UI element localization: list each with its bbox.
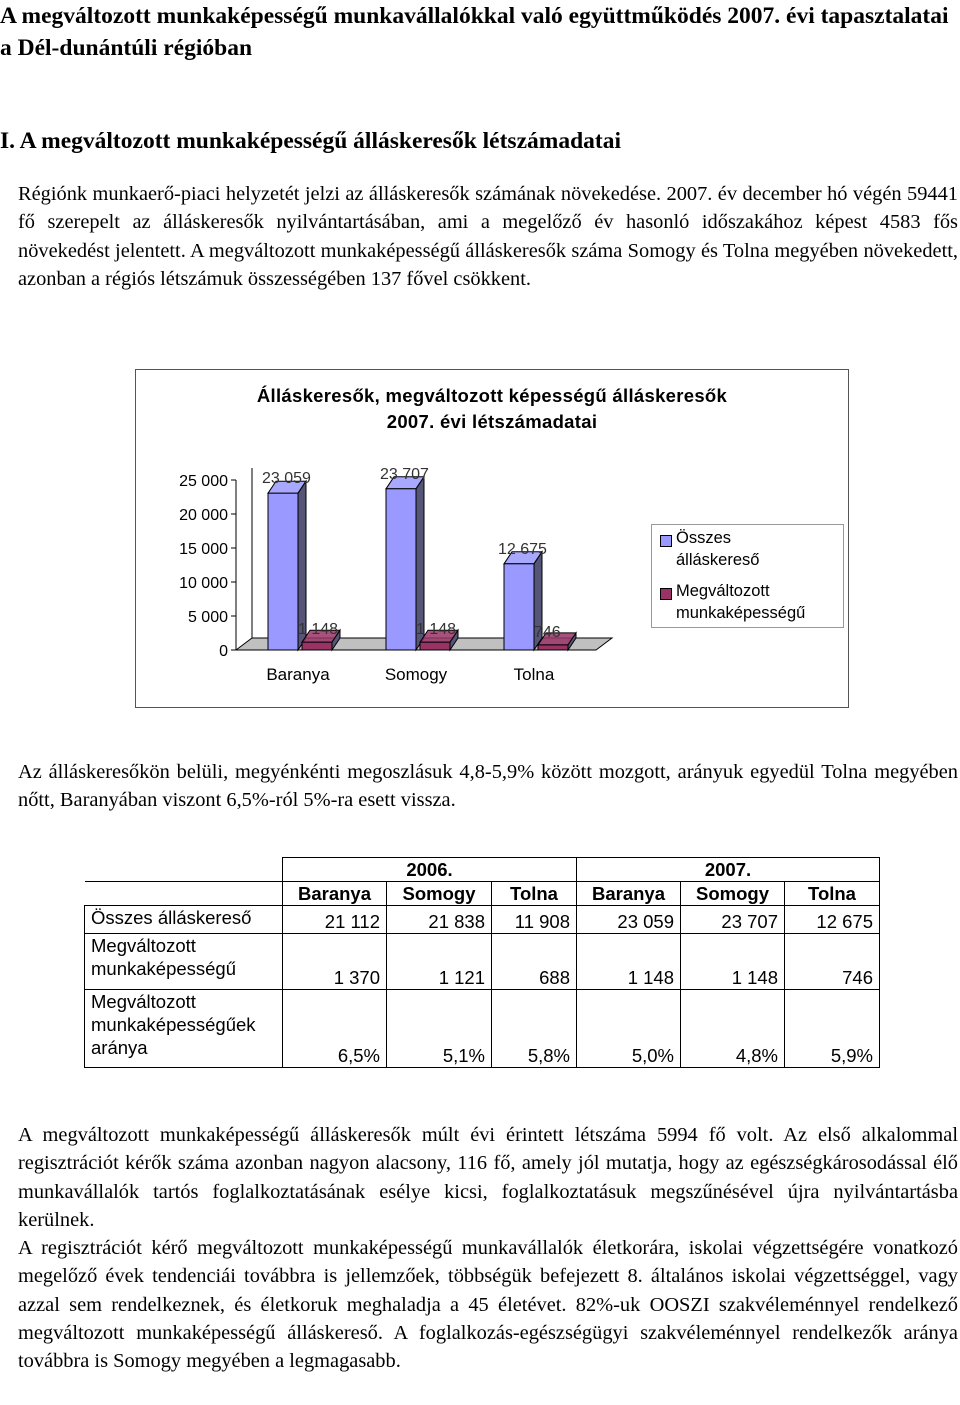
paragraph-distribution xyxy=(18,758,958,815)
bar-changed xyxy=(420,642,450,650)
chart-legend xyxy=(651,524,844,628)
chart-panel xyxy=(135,369,849,708)
y-tick-label: 20 000 xyxy=(179,507,228,524)
legend-label-changed: Megváltozott munkaképességű xyxy=(676,582,806,622)
table-col-header: Tolna xyxy=(785,882,880,906)
table-col-header: Somogy xyxy=(387,882,492,906)
paragraph-registrations-text: A megváltozott munkaképességű álláskeresők múlt évi érintett létszáma 5994 fő volt. Az első alkalommal regisztrációt kérők száma azonban nagyon alacsony, 116 fő, amely jól mutatja, hogy az egészségkárosodással élő munkavállalók tartós foglalkoztatásának esélye kicsi, foglalkoztatásuk megszűnésével újra nyilvántartásba kerülnek. xyxy=(18,1124,958,1231)
table-cell: 5,9% xyxy=(785,990,880,1068)
table-corner-2 xyxy=(85,882,283,906)
table-cell: 1 148 xyxy=(577,934,681,990)
table-cell: 23 707 xyxy=(681,906,785,934)
table-cell: 12 675 xyxy=(785,906,880,934)
bar-total xyxy=(504,564,534,650)
table-cell: 21 112 xyxy=(283,906,387,934)
table-cell: 23 059 xyxy=(577,906,681,934)
x-category-label: Baranya xyxy=(266,665,330,684)
table-cell: 1 121 xyxy=(387,934,492,990)
chart-title-line2: 2007. évi létszámadatai xyxy=(386,411,598,432)
table-year-row xyxy=(85,858,880,882)
table-cell: 21 838 xyxy=(387,906,492,934)
table-cell: 746 xyxy=(785,934,880,990)
legend-swatch-changed xyxy=(660,588,672,600)
table-col-header: Baranya xyxy=(283,882,387,906)
table-cell: 5,1% xyxy=(387,990,492,1068)
y-tick-label: 15 000 xyxy=(179,541,228,558)
table-row xyxy=(85,906,880,934)
y-tick-label: 10 000 xyxy=(179,575,228,592)
legend-label-total: Összes álláskereső xyxy=(676,529,760,569)
table-cell: 1 370 xyxy=(283,934,387,990)
data-table xyxy=(84,857,880,1068)
y-tick-label: 5 000 xyxy=(187,609,228,626)
data-label-changed: 746 xyxy=(534,623,561,641)
table-row-label: Összes álláskereső xyxy=(85,906,283,934)
bar-changed xyxy=(538,645,568,650)
table-col-header: Somogy xyxy=(681,882,785,906)
paragraph-demographics xyxy=(18,1234,958,1375)
y-tick-label: 25 000 xyxy=(179,473,228,490)
paragraph-distribution-text: Az álláskeresőkön belüli, megyénkénti megoszlásuk 4,8-5,9% között mozgott, arányuk egyedül Tolna megyében nőtt, Baranyában viszont 6,5%-ról 5%-ra esett vissza. xyxy=(18,761,958,812)
table-year-2006: 2006. xyxy=(283,858,577,882)
table-cell: 5,0% xyxy=(577,990,681,1068)
data-label-total: 23 707 xyxy=(380,465,429,483)
table-corner xyxy=(85,858,283,882)
table-cell: 6,5% xyxy=(283,990,387,1068)
table-cell: 4,8% xyxy=(681,990,785,1068)
data-label-total: 12 675 xyxy=(498,540,547,558)
data-label-total: 23 059 xyxy=(262,470,311,488)
bar-changed xyxy=(302,642,332,650)
bar-total xyxy=(386,489,416,650)
table-cell: 688 xyxy=(492,934,577,990)
table-cell: 11 908 xyxy=(492,906,577,934)
table-row-label: Megváltozott munkaképességű xyxy=(85,934,283,990)
table-header-row xyxy=(85,882,880,906)
section-heading: I. A megváltozott munkaképességű álláskeresők létszámadatai xyxy=(0,128,622,154)
table-cell: 1 148 xyxy=(681,934,785,990)
table-row xyxy=(85,934,880,990)
document-title: A megváltozott munkaképességű munkavállalókkal való együttműködés 2007. évi tapasztalatai a Dél-dunántúli régióban xyxy=(0,3,949,61)
table-col-header: Tolna xyxy=(492,882,577,906)
legend-swatch-total xyxy=(660,535,672,547)
data-label-changed: 1 148 xyxy=(416,621,457,639)
table-cell: 5,8% xyxy=(492,990,577,1068)
table-year-2007: 2007. xyxy=(577,858,880,882)
paragraph-registrations xyxy=(18,1121,958,1234)
paragraph-intro xyxy=(18,180,958,293)
data-label-changed: 1 148 xyxy=(298,621,339,639)
bar-total xyxy=(268,493,298,650)
x-category-label: Tolna xyxy=(513,665,555,684)
table-row-label: Megváltozott munkaképességűek aránya xyxy=(85,990,283,1068)
y-tick-label: 0 xyxy=(219,643,228,660)
table-row xyxy=(85,990,880,1068)
table-col-header: Baranya xyxy=(577,882,681,906)
paragraph-demographics-text: A regisztrációt kérő megváltozott munkaképességű munkavállalók életkorára, iskolai végzettségére vonatkozó megelőző évek tendenciái továbbra is jellemzőek, többségük befejezett 8. általános iskolai végzettséggel, vagy azzal sem rendelkeznek, és életkoruk meghaladja a 45 életévet. 82%-uk OOSZI szakvéleménnyel rendelkező megváltozott munkaképességű álláskereső. A foglalkozás-egészségügyi szakvéleménnyel rendelkezők aránya továbbra is Somogy megyében a legmagasabb. xyxy=(18,1237,958,1373)
chart-title-line1: Álláskeresők, megváltozott képességű álláskeresők xyxy=(256,385,728,406)
paragraph-intro-text: Régiónk munkaerő-piaci helyzetét jelzi az álláskeresők számának növekedése. 2007. év december hó végén 59441 fő szerepelt az álláskeresők nyilvántartásában, ami a megelőző év hasonló időszakához képest 4583 fős növekedést jelentett. A megváltozott munkaképességű álláskeresők száma Somogy és Tolna megyében növekedett, azonban a régiós létszámuk összességében 137 fővel csökkent. xyxy=(18,183,958,290)
x-category-label: Somogy xyxy=(384,665,448,684)
